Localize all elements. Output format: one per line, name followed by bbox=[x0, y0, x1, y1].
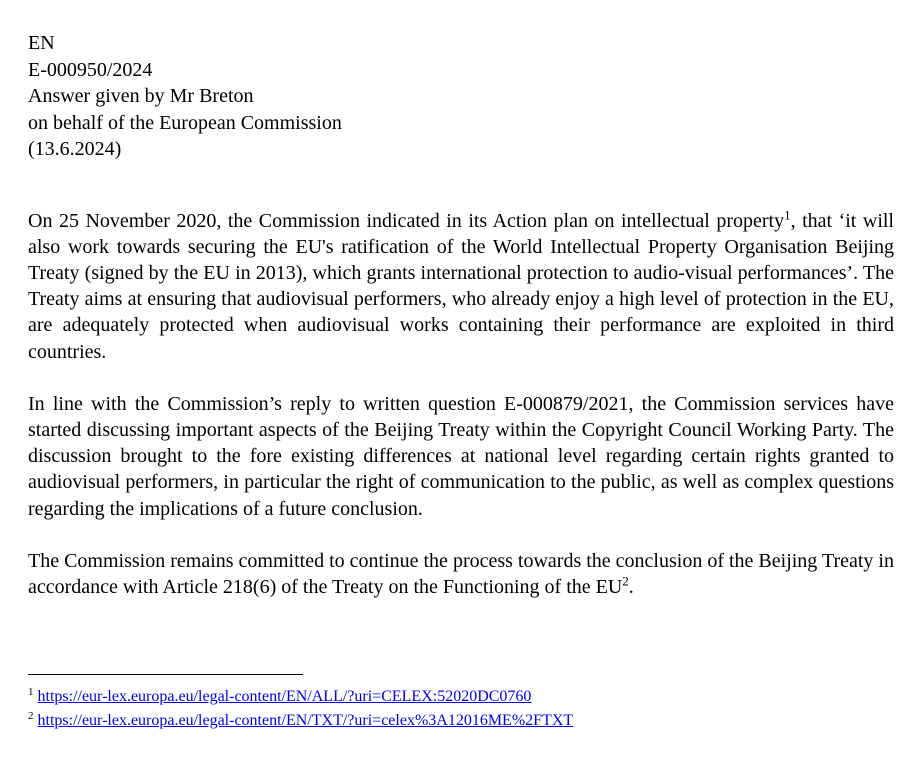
footnote-ref-2[interactable]: 2 bbox=[622, 573, 629, 589]
paragraph-2: In line with the Commission’s reply to written question E-000879/2021, the Commission services have started discussing important aspects of the Beijing Treaty within the Copyright Council Working Party. The discussion brought to the fore existing differences at national level regarding certain rights granted to audiovisual performers, in particular the right of communication to the public, as well as complex questions regarding the implications of a future conclusion. bbox=[28, 392, 894, 520]
language-code: EN bbox=[28, 32, 55, 54]
document-page bbox=[28, 30, 894, 600]
paragraph-3-text-a: The Commission remains committed to continue the process towards the conclusion of the Beijing Treaty in accordance with Article 218(6) of the Treaty on the Functioning of the EU bbox=[28, 549, 894, 598]
footnote-separator bbox=[28, 674, 303, 675]
footnote-1-number: 1 bbox=[28, 685, 34, 698]
answer-on-behalf: on behalf of the European Commission bbox=[28, 111, 342, 134]
footnote-2 bbox=[28, 709, 573, 733]
footnotes bbox=[28, 685, 573, 733]
footnote-1 bbox=[28, 685, 573, 709]
footnote-2-link[interactable]: https://eur-lex.europa.eu/legal-content/EN/TXT/?uri=celex%3A12016ME%2FTXT bbox=[37, 712, 574, 729]
answer-author: Answer given by Mr Breton bbox=[28, 85, 254, 107]
footnote-1-link[interactable]: https://eur-lex.europa.eu/legal-content/EN/ALL/?uri=CELEX:52020DC0760 bbox=[37, 688, 532, 705]
paragraph-3-text-b: . bbox=[628, 575, 634, 598]
footnote-2-number: 2 bbox=[28, 709, 34, 722]
paragraph-1-text-a: On 25 November 2020, the Commission indicated in its Action plan on intellectual property bbox=[28, 209, 785, 232]
question-reference: E-000950/2024 bbox=[28, 58, 153, 81]
footnote-ref-1[interactable]: 1 bbox=[784, 206, 791, 222]
paragraph-1 bbox=[28, 208, 894, 365]
paragraph-1-text-b: , that ‘it will also work towards securing the EU's ratification of the World Intellectual Property Organisation Beijing Treaty (signed by the EU in 2013), which grants international protection to audio-visual performances’. The Treaty aims at ensuring that audiovisual performers, who already enjoy a high level of protection in the EU, are adequately protected when audiovisual works containing their performance are exploited in third countries. bbox=[28, 209, 894, 363]
document-header bbox=[28, 30, 894, 163]
paragraph-3 bbox=[28, 548, 894, 600]
answer-date: (13.6.2024) bbox=[28, 138, 122, 160]
